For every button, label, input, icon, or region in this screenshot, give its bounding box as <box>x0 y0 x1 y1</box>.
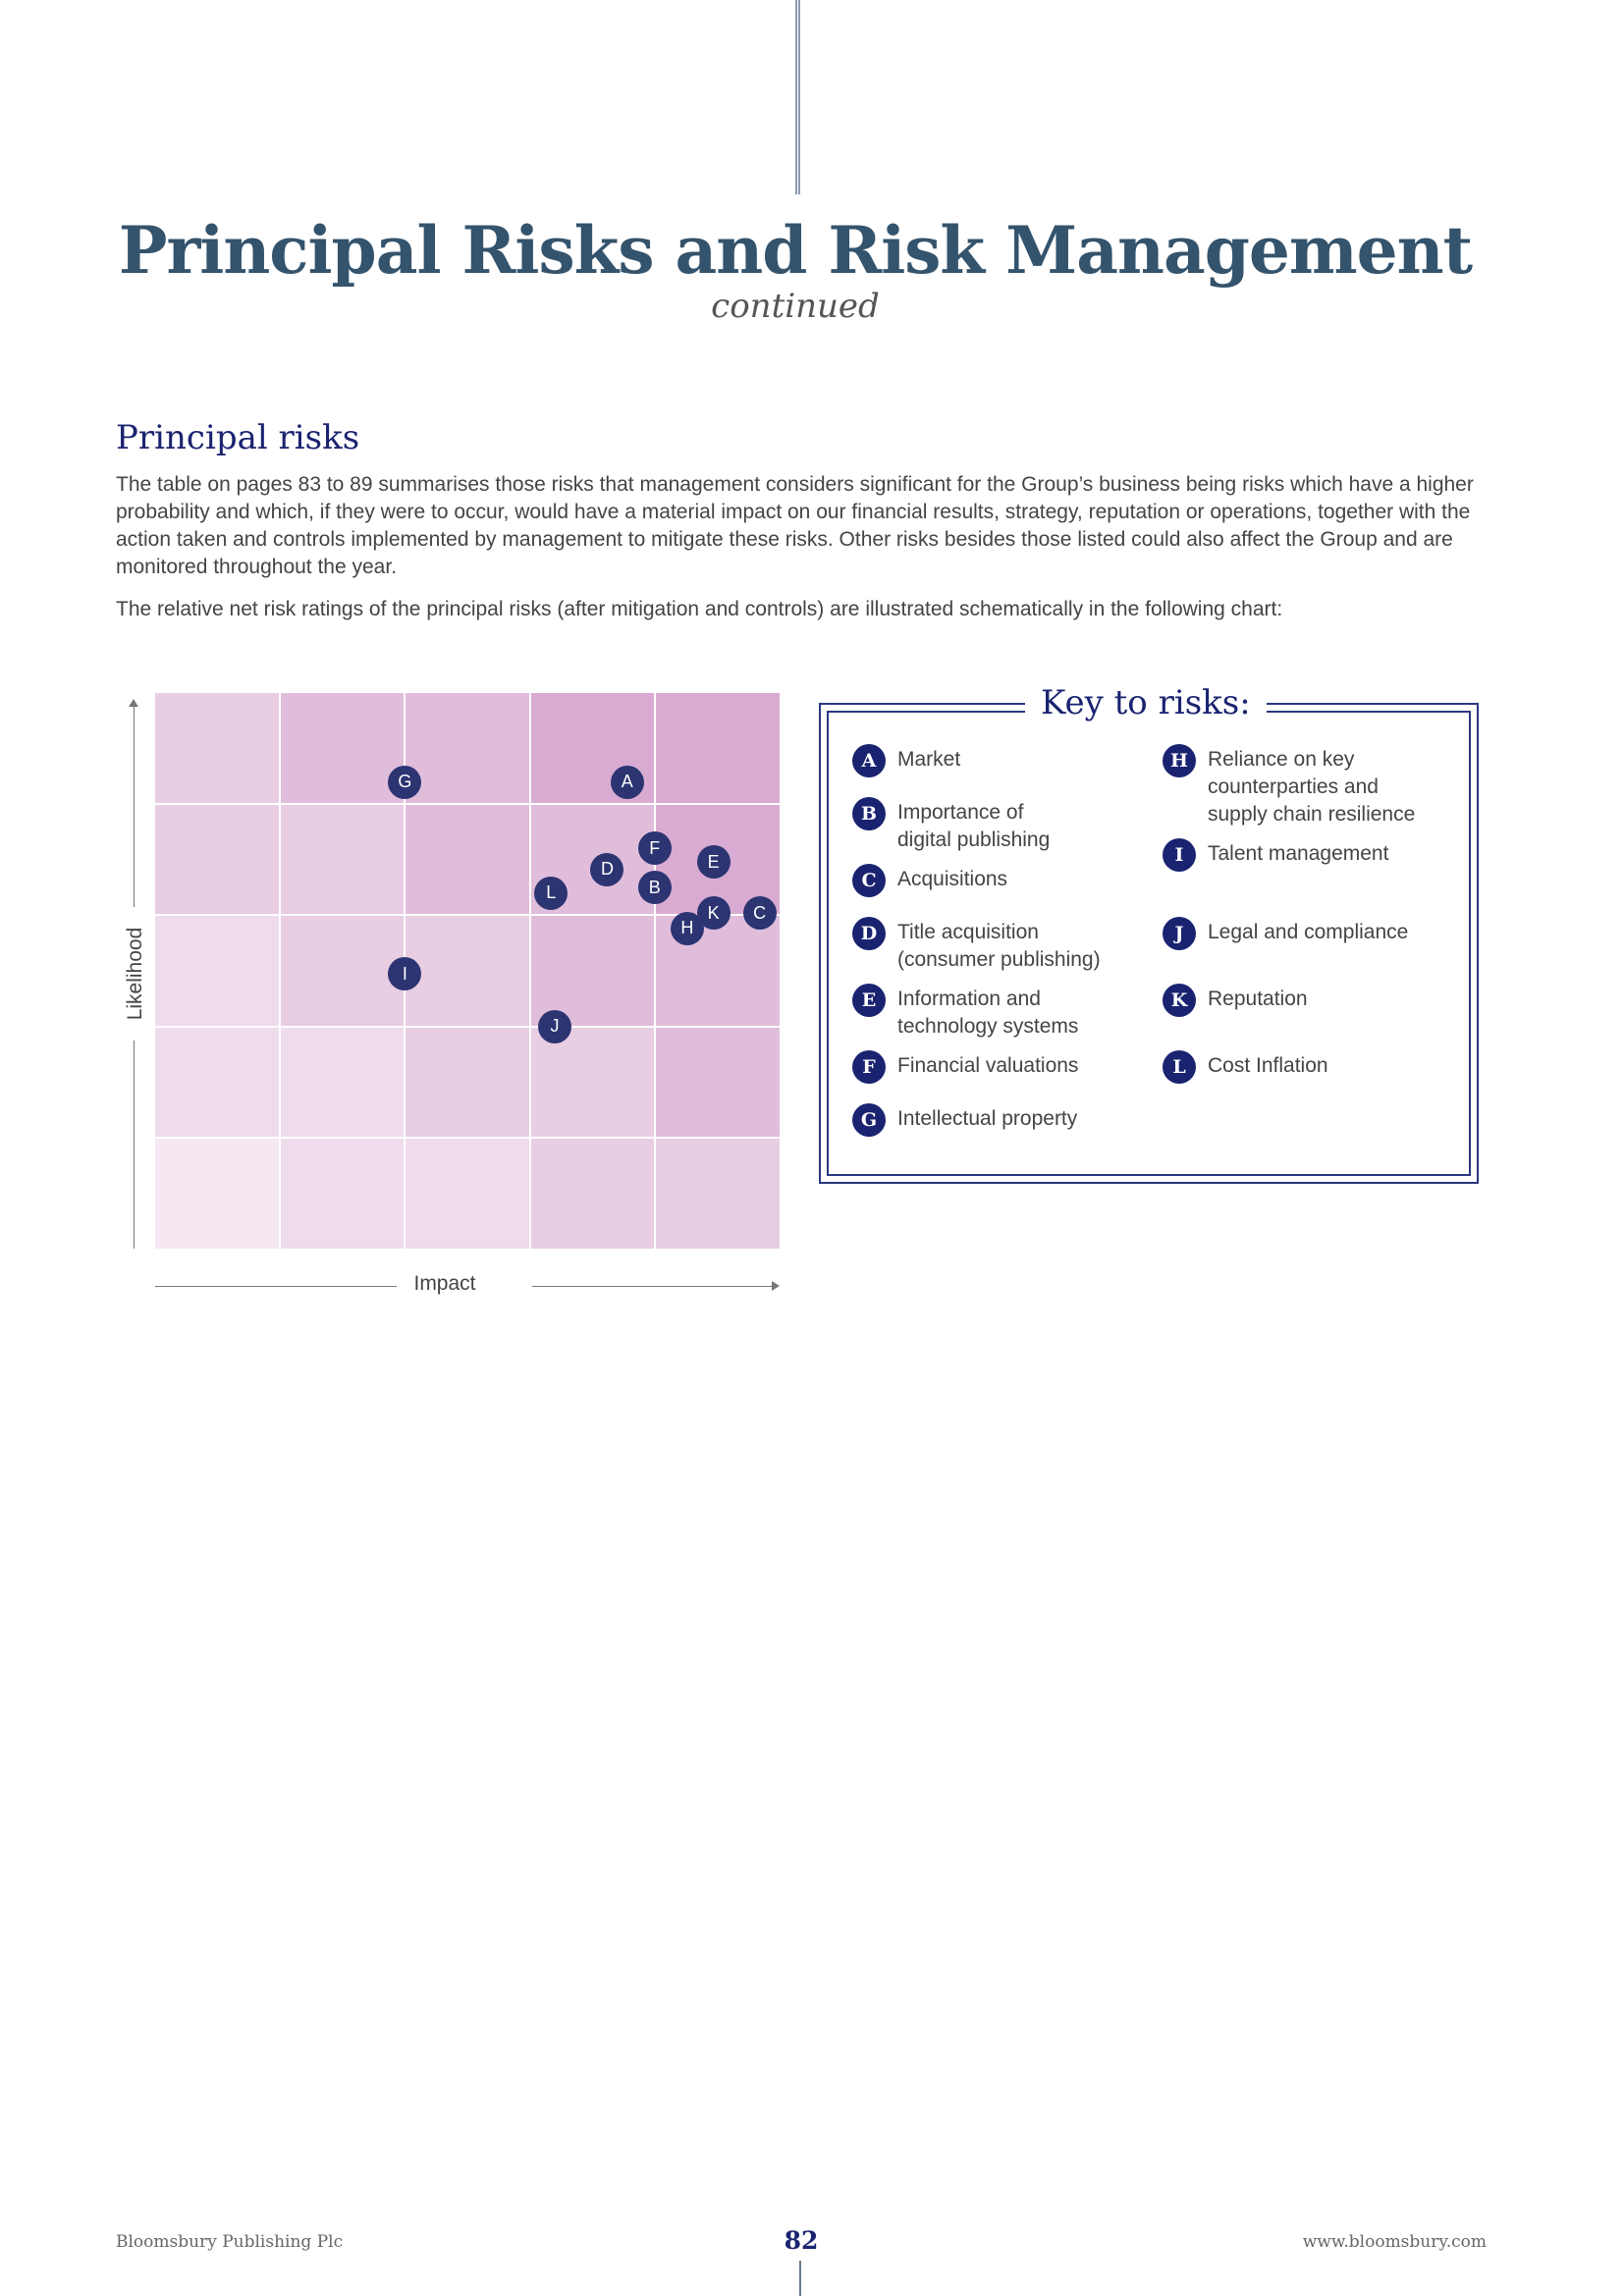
section-heading: Principal risks <box>116 418 360 457</box>
risk-marker-l: L <box>534 877 568 910</box>
key-label: Legal and compliance <box>1208 921 1409 943</box>
risk-marker-d: D <box>590 853 623 886</box>
key-badge: H <box>1163 744 1196 777</box>
risk-marker-j: J <box>538 1010 571 1043</box>
grid-cell-r3-c4 <box>531 916 655 1026</box>
grid-cell-r4-c3 <box>406 1028 529 1138</box>
grid-cell-r1-c2 <box>281 693 405 803</box>
key-item-c <box>852 866 1007 897</box>
x-axis-arrow <box>772 1281 780 1291</box>
grid-cell-r4-c5 <box>656 1028 780 1138</box>
risk-marker-g: G <box>388 766 421 799</box>
risk-key-box <box>819 683 1479 1184</box>
key-badge: A <box>852 744 886 777</box>
grid-cell-r3-c3 <box>406 916 529 1026</box>
risk-marker-h: H <box>671 912 704 945</box>
grid-cell-r5-c5 <box>656 1139 780 1249</box>
top-divider <box>795 0 800 194</box>
page-number: 82 <box>784 2226 819 2255</box>
page-title: Principal Risks and Risk Management <box>118 212 1473 289</box>
page-subtitle: continued <box>711 287 880 326</box>
bottom-divider <box>799 2261 801 2296</box>
key-badge: J <box>1163 917 1196 950</box>
key-item-j <box>1163 919 1408 950</box>
key-label: Intellectual property <box>897 1107 1078 1130</box>
key-badge: C <box>852 864 886 897</box>
grid-cell-r3-c1 <box>155 916 279 1026</box>
risk-marker-a: A <box>611 766 644 799</box>
key-label: Financial valuations <box>897 1054 1079 1077</box>
intro-paragraph: The table on pages 83 to 89 summarises those risks that management considers significant for the Group’s business being risks which have a higher probability and which, if they were to occur, would have a material impact on our financial results, strategy, reputation or operations, together with the action taken and controls implemented by management to mitigate these risks. Other risks besides those listed could also affect the Group and are monitored throughout the year. <box>116 473 1474 578</box>
footer-website: www.bloomsbury.com <box>1302 2232 1487 2252</box>
y-axis-label: Likelihood <box>124 927 146 1021</box>
grid-cell-r2-c3 <box>406 805 529 915</box>
x-axis-line-left <box>155 1286 397 1287</box>
key-label: Market <box>897 748 961 771</box>
x-axis-label: Impact <box>413 1272 476 1295</box>
risk-marker-k: K <box>697 896 731 930</box>
key-label: Importance of digital publishing <box>897 801 1051 851</box>
grid-cell-r2-c2 <box>281 805 405 915</box>
grid-cell-r2-c1 <box>155 805 279 915</box>
key-badge: D <box>852 917 886 950</box>
chart-intro-paragraph: The relative net risk ratings of the principal risks (after mitigation and controls) are illustrated schematically in the following chart: <box>116 598 1283 620</box>
grid-cell-r1-c1 <box>155 693 279 803</box>
x-axis-line-right <box>532 1286 774 1287</box>
grid-cell-r5-c3 <box>406 1139 529 1249</box>
grid-cell-r1-c5 <box>656 693 780 803</box>
grid-cell-r1-c3 <box>406 693 529 803</box>
key-label: Talent management <box>1208 842 1389 865</box>
key-item-e <box>852 986 1078 1041</box>
key-item-a <box>852 746 960 777</box>
key-label: Reliance on key counterparties and supply chain resilience <box>1208 748 1416 826</box>
footer-company: Bloomsbury Publishing Plc <box>116 2232 344 2252</box>
y-axis-line-upper <box>134 701 135 907</box>
grid-cell-r4-c2 <box>281 1028 405 1138</box>
y-axis-line-lower <box>134 1041 135 1249</box>
key-item-g <box>852 1105 1077 1137</box>
grid-cell-r4-c4 <box>531 1028 655 1138</box>
grid-cell-r5-c2 <box>281 1139 405 1249</box>
key-item-l <box>1163 1052 1328 1084</box>
key-label: Acquisitions <box>897 868 1008 890</box>
key-title: Key to risks: <box>1025 683 1267 722</box>
risk-grid <box>155 693 780 1249</box>
key-item-i <box>1163 840 1388 872</box>
key-item-b <box>852 799 1050 854</box>
key-badge: E <box>852 984 886 1017</box>
key-badge: K <box>1163 984 1196 1017</box>
key-badge: B <box>852 797 886 830</box>
key-item-d <box>852 919 1101 974</box>
key-label: Information and technology systems <box>897 988 1079 1038</box>
risk-marker-e: E <box>697 845 731 879</box>
key-badge: L <box>1163 1050 1196 1084</box>
grid-cell-r5-c4 <box>531 1139 655 1249</box>
key-item-h <box>1163 746 1415 828</box>
key-item-f <box>852 1052 1078 1084</box>
key-badge: I <box>1163 838 1196 872</box>
key-badge: F <box>852 1050 886 1084</box>
key-label: Cost Inflation <box>1208 1054 1328 1077</box>
grid-cell-r4-c1 <box>155 1028 279 1138</box>
risk-marker-i: I <box>388 957 421 990</box>
grid-cell-r3-c2 <box>281 916 405 1026</box>
risk-marker-c: C <box>743 896 777 930</box>
risk-heatmap-chart <box>116 687 803 1306</box>
key-label: Reputation <box>1208 988 1308 1010</box>
key-label: Title acquisition (consumer publishing) <box>897 921 1101 971</box>
risk-marker-f: F <box>638 831 672 865</box>
key-item-k <box>1163 986 1308 1017</box>
key-badge: G <box>852 1103 886 1137</box>
risk-marker-b: B <box>638 871 672 904</box>
grid-cell-r5-c1 <box>155 1139 279 1249</box>
